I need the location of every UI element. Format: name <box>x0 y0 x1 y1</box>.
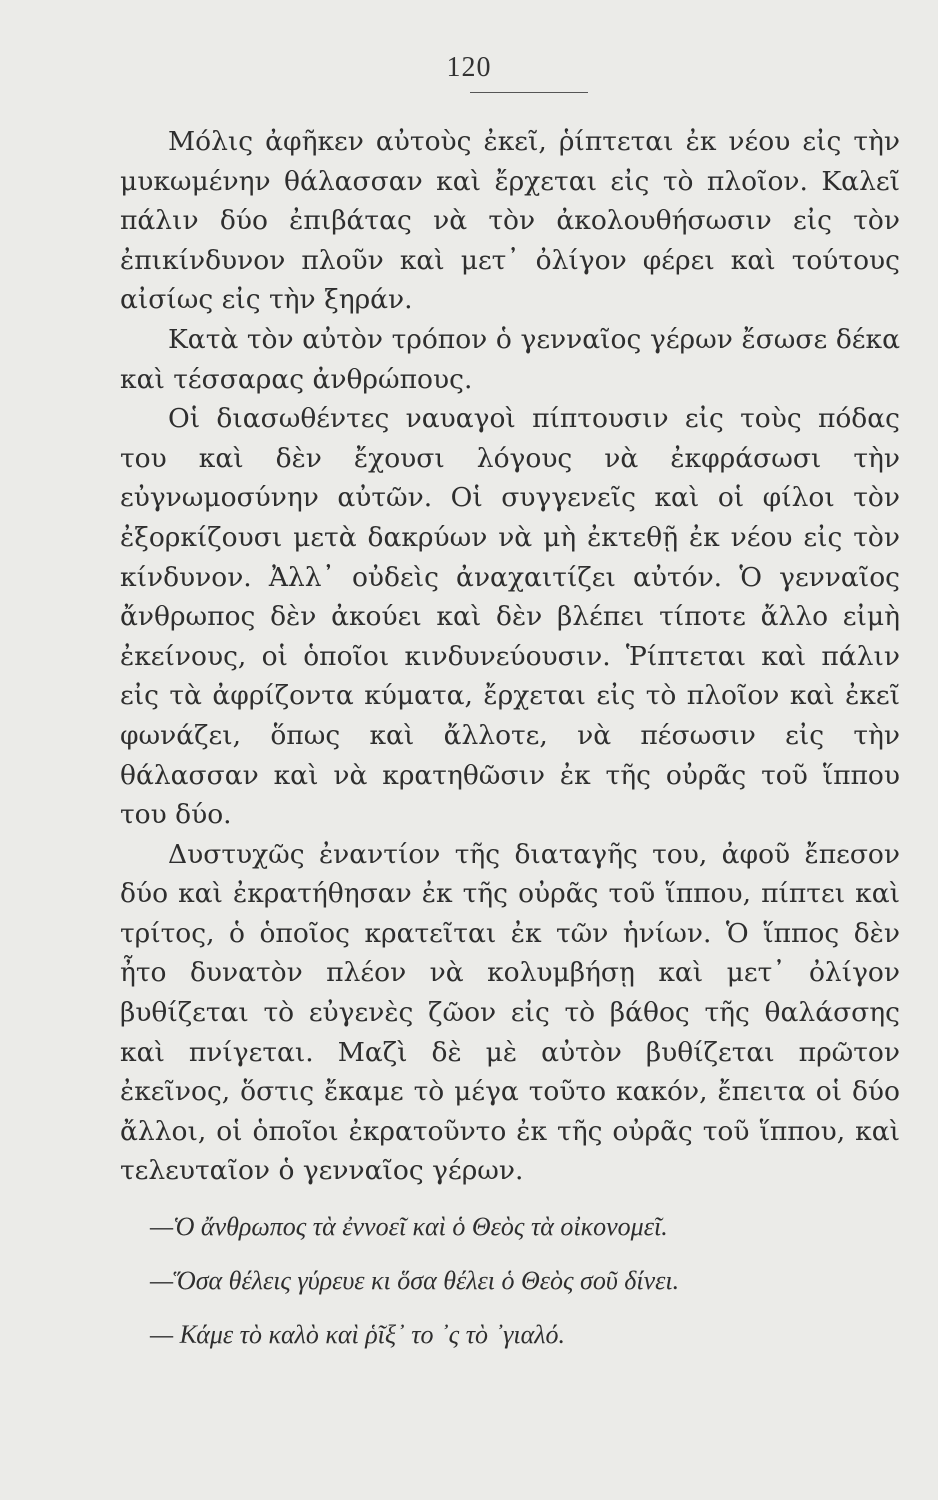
paragraph-2: Κατὰ τὸν αὐτὸν τρόπον ὁ γενναῖος γέρων ἔσωσε δέκα καὶ τέσσαρας ἀνθρώπους. <box>120 323 900 395</box>
proverb-2: —Ὅσα θέλεις γύρευε κι ὅσα θέλει ὁ Θεὸς σοῦ δίνει. <box>150 1266 680 1295</box>
proverb-1: —Ὁ ἄνθρωπος τὰ ἐννοεῖ καὶ ὁ Θεὸς τὰ οἰκονομεῖ. <box>150 1212 668 1241</box>
page-number: 120 <box>446 52 492 83</box>
proverb-3: — Κάμε τὸ καλὸ καὶ ῥῖξ᾽ το ᾽ς τὸ ᾽γιαλό. <box>150 1320 566 1349</box>
paragraph-4: Δυστυχῶς ἐναντίον τῆς διαταγῆς του, ἀφοῦ ἔπεσον δύο καὶ ἐκρατήθησαν ἐκ τῆς οὐρᾶς τοῦ ἵππου, πίπτει καὶ τρίτος, ὁ ὁποῖος κρατεῖται ἐκ τῶν ἡνίων. Ὁ ἵππος δὲν ἦτο δυνατὸν πλέον νὰ κολυμβήσῃ καὶ μετ᾽ ὀλίγον βυθίζεται τὸ εὐγενὲς ζῶον εἰς τὸ βάθος τῆς θαλάσσης καὶ πνίγεται. Μαζὶ δὲ μὲ αὐτὸν βυθίζεται πρῶτον ἐκεῖνος, ὅστις ἔκαμε τὸ μέγα τοῦτο κακόν, ἔπειτα οἱ δύο ἄλλοι, οἱ ὁποῖοι ἐκρατοῦντο ἐκ τῆς οὐρᾶς τοῦ ἵππου, καὶ τελευταῖον ὁ γενναῖος γέρων. <box>120 838 900 1187</box>
body-text <box>120 122 900 1191</box>
proverbs-list <box>120 1200 880 1362</box>
header-rule <box>470 92 588 93</box>
paragraph-1: Μόλις ἀφῆκεν αὐτοὺς ἐκεῖ, ῥίπτεται ἐκ νέου εἰς τὴν μυκωμένην θάλασσαν καὶ ἔρχεται εἰς τὸ πλοῖον. Καλεῖ πάλιν δύο ἐπιβάτας νὰ τὸν ἀκολουθήσωσιν εἰς τὸν ἐπικίνδυνον πλοῦν καὶ μετ᾽ ὀλίγον φέρει καὶ τούτους αἰσίως εἰς τὴν ξηράν. <box>120 126 900 316</box>
paragraph-3: Οἱ διασωθέντες ναυαγοὶ πίπτουσιν εἰς τοὺς πόδας του καὶ δὲν ἔχουσι λόγους νὰ ἐκφράσωσι τὴν εὐγνωμοσύνην αὐτῶν. Οἱ συγγενεῖς καὶ οἱ φίλοι τὸν ἐξορκίζουσι μετὰ δακρύων νὰ μὴ ἐκτεθῇ ἐκ νέου εἰς τὸν κίνδυνον. Ἀλλ᾽ οὐδεὶς ἀναχαιτίζει αὐτόν. Ὁ γενναῖος ἄνθρωπος δὲν ἀκούει καὶ δὲν βλέπει τίποτε ἄλλο εἰμὴ ἐκείνους, οἱ ὁποῖοι κινδυνεύουσιν. Ῥίπτεται καὶ πάλιν εἰς τὰ ἀφρίζοντα κύματα, ἔρχεται εἰς τὸ πλοῖον καὶ ἐκεῖ φωνάζει, ὅπως καὶ ἄλλοτε, νὰ πέσωσιν εἰς τὴν θάλασσαν καὶ νὰ κρατηθῶσιν ἐκ τῆς οὐρᾶς τοῦ ἵππου του δύο. <box>120 403 900 831</box>
